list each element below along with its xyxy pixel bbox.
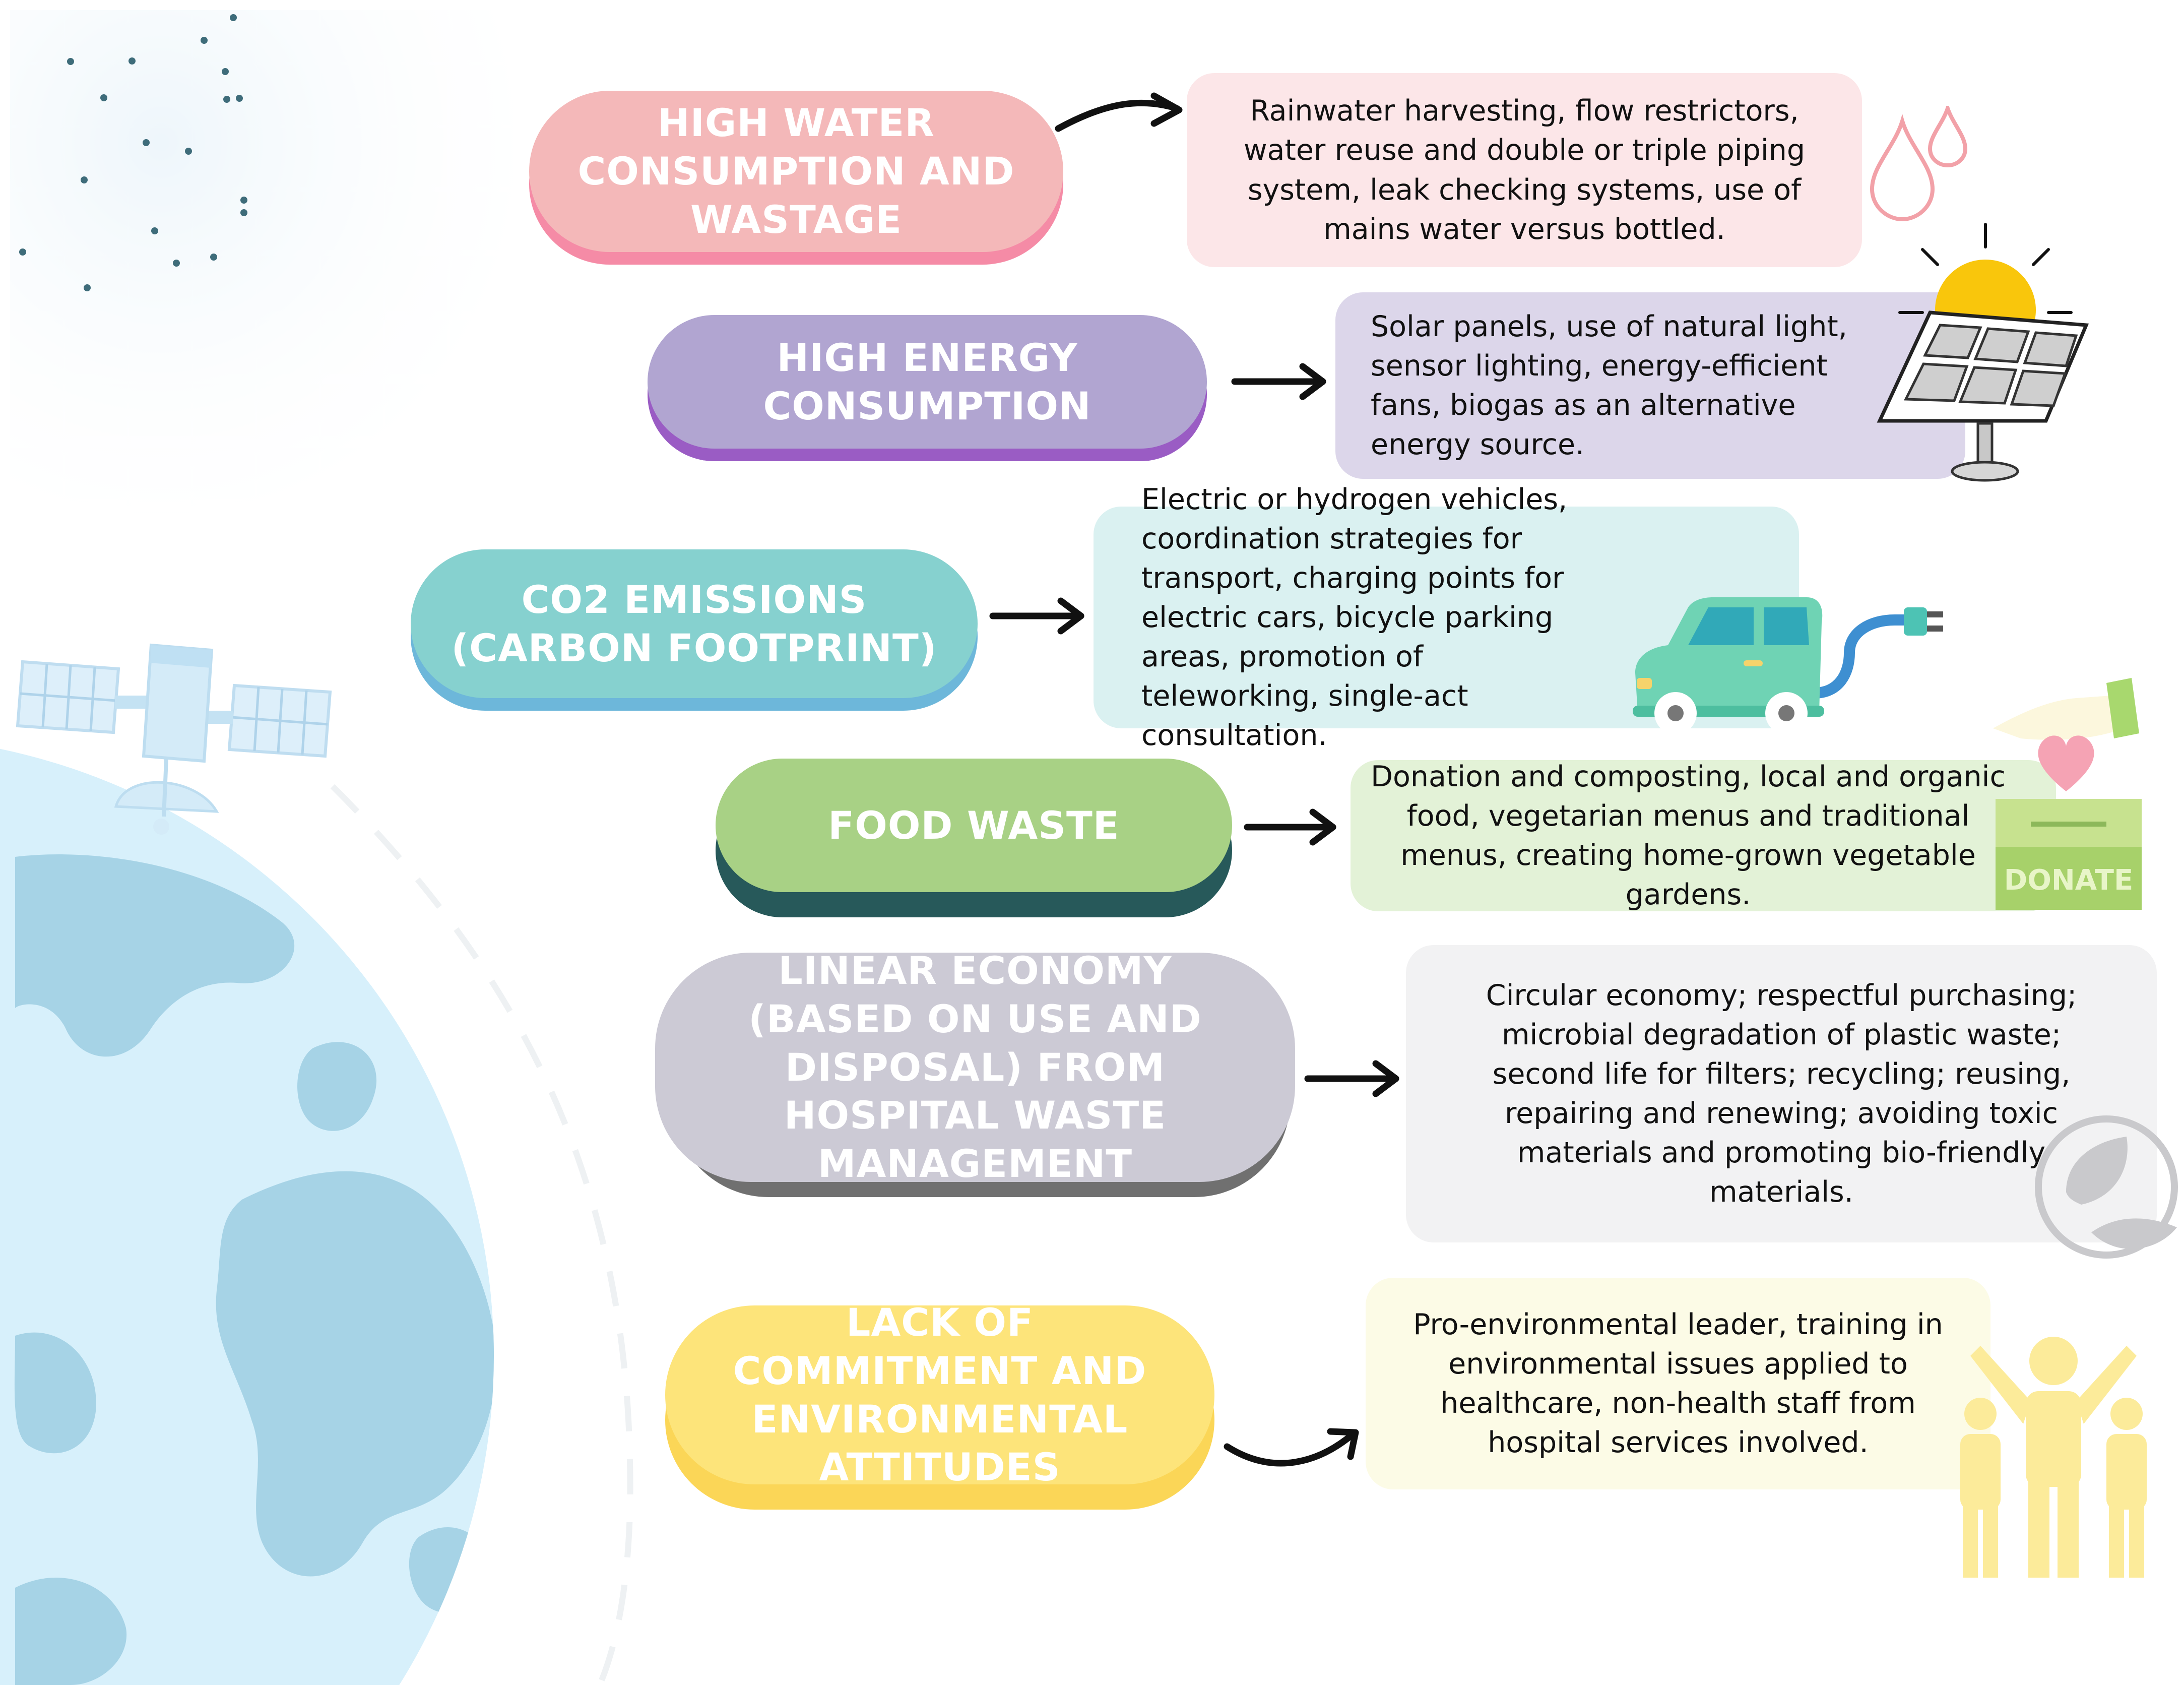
solution-box-commit <box>1366 1278 1990 1489</box>
solution-box-energy <box>1335 292 1965 479</box>
issue-pill-commit <box>665 1300 1214 1490</box>
issue-pill-linear <box>655 948 1295 1187</box>
solution-text-food: Donation and composting, local and organic food, vegetarian menus and traditional menus, creating home-grown vegetable gardens. <box>1371 760 2006 912</box>
arrow-energy <box>1235 366 1323 397</box>
arrow-co2 <box>993 601 1081 631</box>
solution-text-linear: Circular economy; respectful purchasing; microbial degradation of plastic waste; second life for filters; recycling; reusing, repairing and renewing; avoiding toxic materials and promoting bio-friendly materials. <box>1486 978 2077 1209</box>
donate-label: DONATE <box>2004 864 2134 897</box>
solution-box-food <box>1351 760 2056 911</box>
issue-title-linear: LINEAR ECONOMY (BASED ON USE AND DISPOSAL) FROM HOSPITAL WASTE MANAGEMENT <box>748 948 1202 1187</box>
arrow-commit <box>1227 1431 1356 1463</box>
issue-title-water: HIGH WATER CONSUMPTION AND WASTAGE <box>577 100 1015 242</box>
solution-text-co2: Electric or hydrogen vehicles, coordination strategies for transport, charging points for electric cars, bicycle parking areas, promotion of teleworking, single-act consultation. <box>1141 482 1568 753</box>
donation-box-icon <box>1985 675 2152 912</box>
issue-title-co2: CO2 EMISSIONS (CARBON FOOTPRINT) <box>451 577 937 670</box>
issue-pill-co2 <box>411 549 978 698</box>
solution-text-water: Rainwater harvesting, flow restrictors, water reuse and double or triple piping system, leak checking systems, use of mains water versus bottled. <box>1243 94 1806 246</box>
water-drops-icon <box>1865 106 1975 227</box>
issue-title-commit: LACK OF COMMITMENT AND ENVIRONMENTAL ATTITUDES <box>733 1300 1147 1490</box>
recycle-leaf-icon <box>2031 1106 2184 1268</box>
issue-pill-food <box>716 759 1232 892</box>
issue-pill-energy <box>648 315 1207 449</box>
arrow-food <box>1247 812 1333 842</box>
arrow-linear <box>1308 1064 1396 1094</box>
solution-box-water <box>1187 73 1862 267</box>
solution-text-commit: Pro-environmental leader, training in environmental issues applied to healthcare, non-health staff from hospital services involved. <box>1413 1307 1943 1460</box>
arrow-water <box>1058 96 1179 129</box>
solar-panel-icon <box>1875 222 2157 484</box>
issue-title-food: FOOD WASTE <box>828 802 1120 848</box>
issue-title-energy: HIGH ENERGY CONSUMPTION <box>763 335 1091 428</box>
solution-text-energy: Solar panels, use of natural light, sensor lighting, energy-efficient fans, biogas as an alternative energy source. <box>1371 309 1847 462</box>
electric-car-icon <box>1628 592 1960 738</box>
people-cheering-icon <box>1950 1331 2162 1583</box>
issue-pill-water <box>529 91 1063 252</box>
